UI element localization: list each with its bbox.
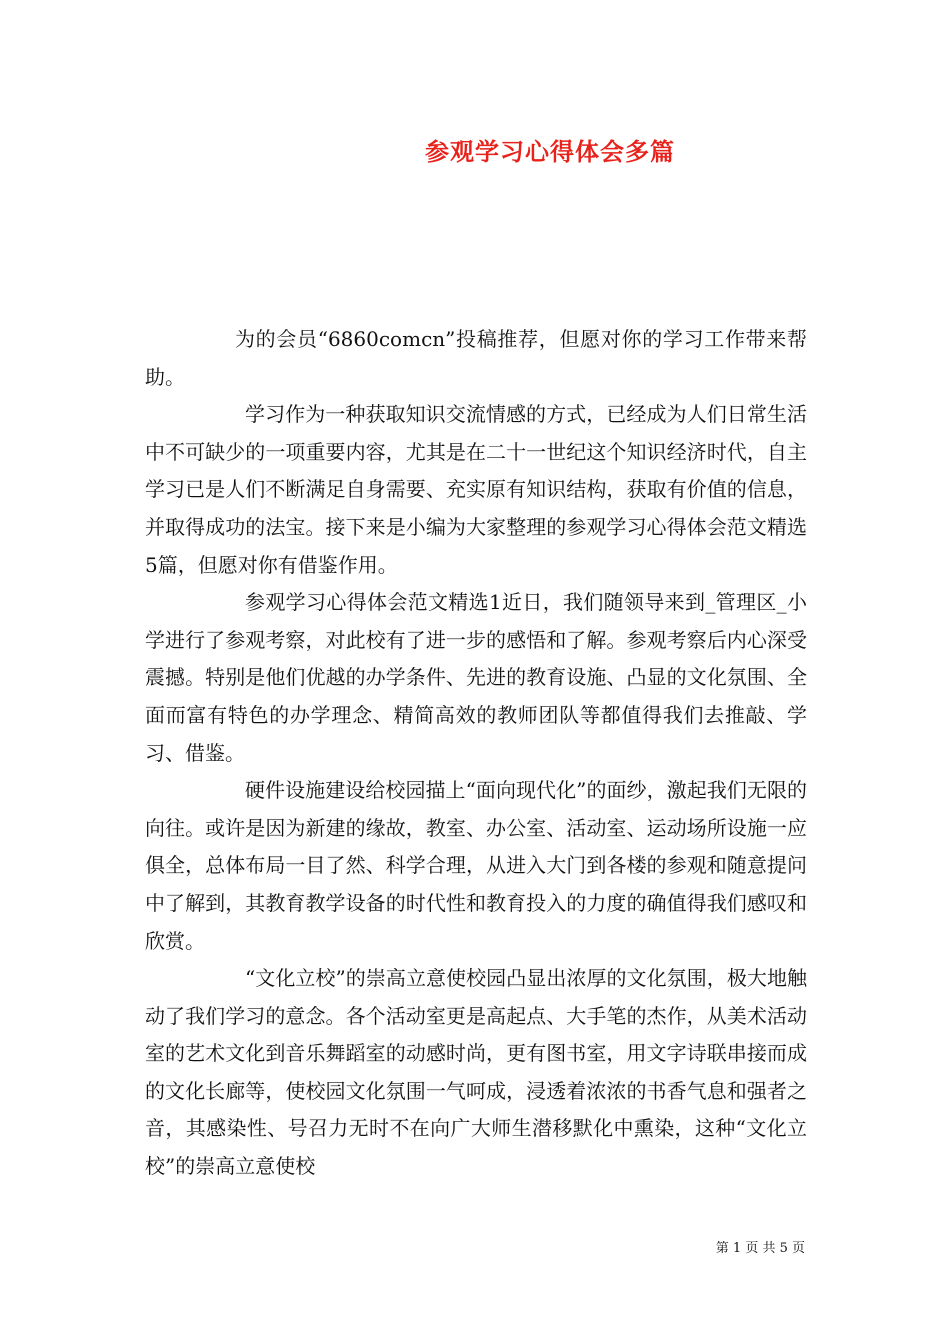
page-number-footer: 第 1 页 共 5 页 bbox=[715, 1241, 805, 1256]
paragraph-essay-1: 参观学习心得体会范文精选1近日，我们随领导来到_管理区_小学进行了参观考察，对此校有了进一步的感悟和了解。参观考察后内心深受震撼。特别是他们优越的办学条件、先进的教育设施、凸显的文化氛围、全面而富有特色的办学理念、精简高效的教师团队等都值得我们去推敲、学习、借鉴。 bbox=[145, 590, 807, 765]
paragraph-culture: “文化立校”的崇高立意使校园凸显出浓厚的文化氛围，极大地触动了我们学习的意念。各个活动室更是高起点、大手笔的杰作，从美术活动室的艺术文化到音乐舞蹈室的动感时尚，更有图书室，用文字诗联串接而成的文化长廊等，使校园文化氛围一气呵成，浸透着浓浓的书香气息和强者之音，其感染性、号召力无时不在向广大师生潜移默化中熏染，这种“文化立校”的崇高立意使校 bbox=[145, 966, 807, 1179]
document-body bbox=[145, 321, 807, 1186]
paragraph-hardware: 硬件设施建设给校园描上“面向现代化”的面纱，激起我们无限的向往。或许是因为新建的缘故，教室、办公室、活动室、运动场所设施一应俱全，总体布局一目了然、科学合理，从进入大门到各楼的参观和随意提问中了解到，其教育教学设备的时代性和教育投入的力度的确值得我们感叹和欣赏。 bbox=[145, 778, 807, 953]
paragraph-learning: 学习作为一种获取知识交流情感的方式，已经成为人们日常生活中不可缺少的一项重要内容，尤其是在二十一世纪这个知识经济时代，自主学习已是人们不断满足自身需要、充实原有知识结构，获取有价值的信息，并取得成功的法宝。接下来是小编为大家整理的参观学习心得体会范文精选5篇，但愿对你有借鉴作用。 bbox=[145, 402, 807, 577]
paragraph-intro: 为的会员“6860comcn”投稿推荐，但愿对你的学习工作带来帮助。 bbox=[145, 327, 807, 389]
document-title: 参观学习心得体会多篇 bbox=[425, 138, 675, 166]
